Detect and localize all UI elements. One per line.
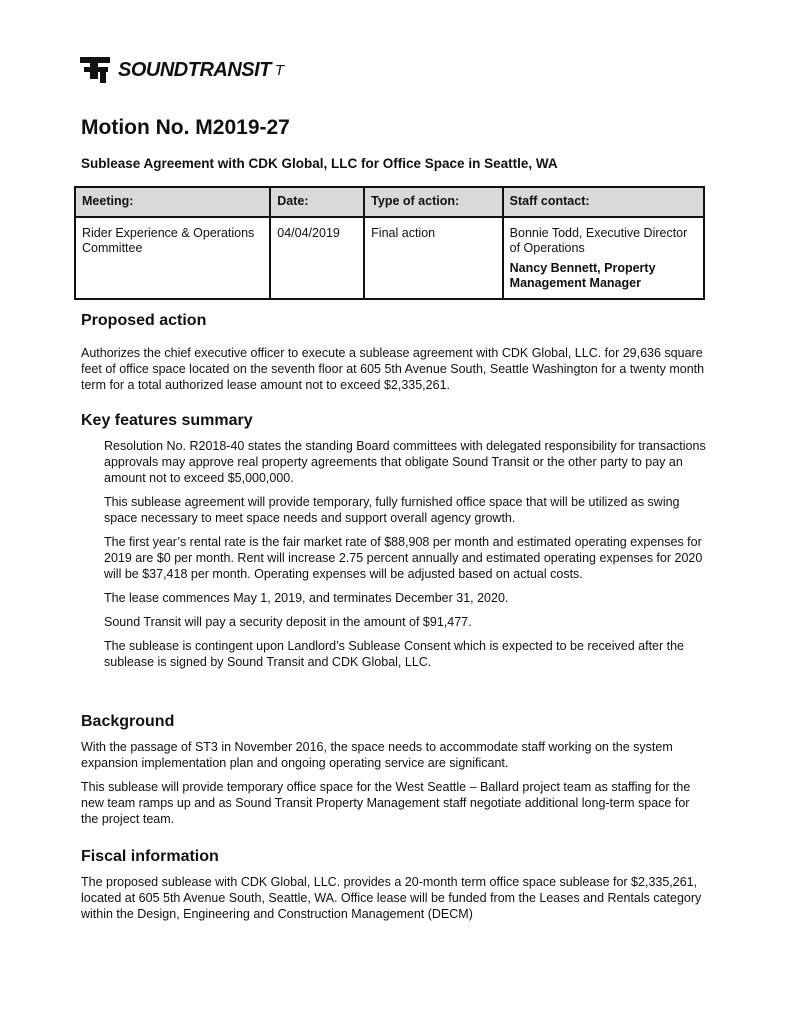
paragraph: The sublease is contingent upon Landlord’s Sublease Consent which is expected to be received after the sublease is signed by Sound Transit and CDK Global, LLC. [104, 639, 685, 669]
paragraph: Authorizes the chief executive officer to execute a sublease agreement with CDK Global, LLC. for 29,636 square feet of office space located on the seventh floor at 605 5th Avenue South, Seattle Washington for a twenty month term for a total authorized lease amount not to exceed $2,335,261. [81, 346, 705, 392]
header-meeting: Meeting: [75, 187, 270, 217]
header-date: Date: [270, 187, 364, 217]
section-heading: Proposed action [81, 312, 207, 329]
cell-staff-contact [503, 217, 704, 299]
section-background [81, 713, 706, 827]
table-header-row [75, 187, 704, 217]
table-row [75, 217, 704, 299]
section-heading: Key features summary [81, 412, 253, 429]
sound-transit-logo [80, 56, 284, 84]
cell-type-of-action: Final action [364, 217, 502, 299]
logo-suffix: T [274, 61, 284, 79]
section-heading: Fiscal information [81, 848, 219, 865]
st-logo-mark-icon [80, 57, 114, 83]
header-staff-contact: Staff contact: [503, 187, 704, 217]
section-fiscal-information [81, 848, 706, 922]
paragraph: Sound Transit will pay a security deposit in the amount of $91,477. [104, 615, 472, 629]
header-type-of-action: Type of action: [364, 187, 502, 217]
paragraph: This sublease will provide temporary office space for the West Seattle – Ballard project team as staffing for the new team ramps up and as Sound Transit Property Management staff negotiate additional long-term space for the project team. [81, 780, 691, 826]
page-subtitle: Sublease Agreement with CDK Global, LLC for Office Space in Seattle, WA [81, 156, 558, 171]
page-title: Motion No. M2019-27 [81, 116, 290, 139]
cell-meeting: Rider Experience & Operations Committee [75, 217, 270, 299]
paragraph: The proposed sublease with CDK Global, LLC. provides a 20-month term office space sublease for $2,335,261, located at 605 5th Avenue South, Seattle, WA. Office lease will be funded from the Leases and Rentals category within the Design, Engineering and Construction Management (DECM) [81, 875, 702, 921]
paragraph: This sublease agreement will provide temporary, fully furnished office space that will be utilized as swing space necessary to meet space needs and support overall agency growth. [104, 495, 680, 525]
meeting-info-table [74, 186, 705, 300]
section-key-features [81, 412, 706, 670]
logo-wordmark: SOUNDTRANSIT [118, 58, 271, 81]
section-heading: Background [81, 713, 175, 730]
paragraph: Resolution No. R2018-40 states the standing Board committees with delegated responsibility for transactions approvals may approve real property agreements that obligate Sound Transit or the other party to pay an amount not to exceed $5,000,000. [104, 439, 706, 485]
paragraph: The lease commences May 1, 2019, and terminates December 31, 2020. [104, 591, 509, 605]
staff-contact-primary: Bonnie Todd, Executive Director of Operations [509, 226, 688, 255]
section-proposed-action [81, 312, 706, 393]
paragraph: The first year’s rental rate is the fair market rate of $88,908 per month and estimated operating expenses for 2019 are $0 per month. Rent will increase 2.75 percent annually and estimated operating expenses for 2020 will be $37,418 per month. Operating expenses will be adjusted based on actual costs. [104, 535, 703, 581]
staff-contact-secondary: Nancy Bennett, Property Management Manager [509, 261, 656, 290]
cell-date: 04/04/2019 [270, 217, 364, 299]
paragraph: With the passage of ST3 in November 2016, the space needs to accommodate staff working on the system expansion implementation plan and ongoing operating service are significant. [81, 740, 673, 770]
